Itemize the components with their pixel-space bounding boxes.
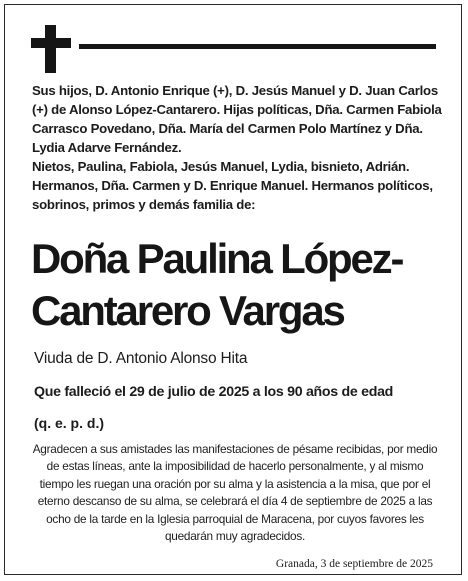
family-paragraph-relatives: Nietos, Paulina, Fabiola, Jesús Manuel, Lydia, bisnieto, Adrián. Hermanos, Dña. Carmen y D. Enrique Manuel. Hermanos políticos, sobrinos, primos y demás familia de: bbox=[32, 159, 433, 212]
dateline: Granada, 3 de septiembre de 2025 bbox=[275, 558, 433, 570]
deceased-name: Doña Paulina López-Cantarero Vargas bbox=[31, 235, 403, 334]
cross-horizontal-bar bbox=[31, 38, 71, 48]
cross-vertical-bar bbox=[45, 25, 56, 73]
widow-line: Viuda de D. Antonio Alonso Hita bbox=[34, 350, 248, 367]
family-list bbox=[32, 81, 442, 214]
obituary-notice bbox=[4, 4, 462, 575]
rip-abbreviation: (q. e. p. d.) bbox=[34, 415, 104, 431]
death-line: Que falleció el 29 de julio de 2025 a los 90 años de edad bbox=[34, 384, 394, 400]
latin-cross-icon bbox=[31, 25, 71, 73]
thanks-paragraph: Agradecen a sus amistades las manifestaciones de pésame recibidas, por medio de estas líneas, ante la imposibilidad de hacerlo personalmente, y al mismo tiempo les ruegan una oración por su alma y la asistencia a la misa, que por el eterno descanso de su alma, se celebrará el día 4 de septiembre de 2025 a las ocho de la tarde en la Iglesia parroquial de Maracena, por cuyos favores les quedarán muy agradecidos. bbox=[32, 442, 438, 544]
family-paragraph-children: Sus hijos, D. Antonio Enrique (+), D. Jesús Manuel y D. Juan Carlos (+) de Alonso López-Cantarero. Hijas políticas, Dña. Carmen Fabiola Carrasco Povedano, Dña. María del Carmen Polo Martínez y Dña. Lydia Adarve Fernández. bbox=[32, 83, 442, 155]
header-rule bbox=[79, 44, 436, 49]
